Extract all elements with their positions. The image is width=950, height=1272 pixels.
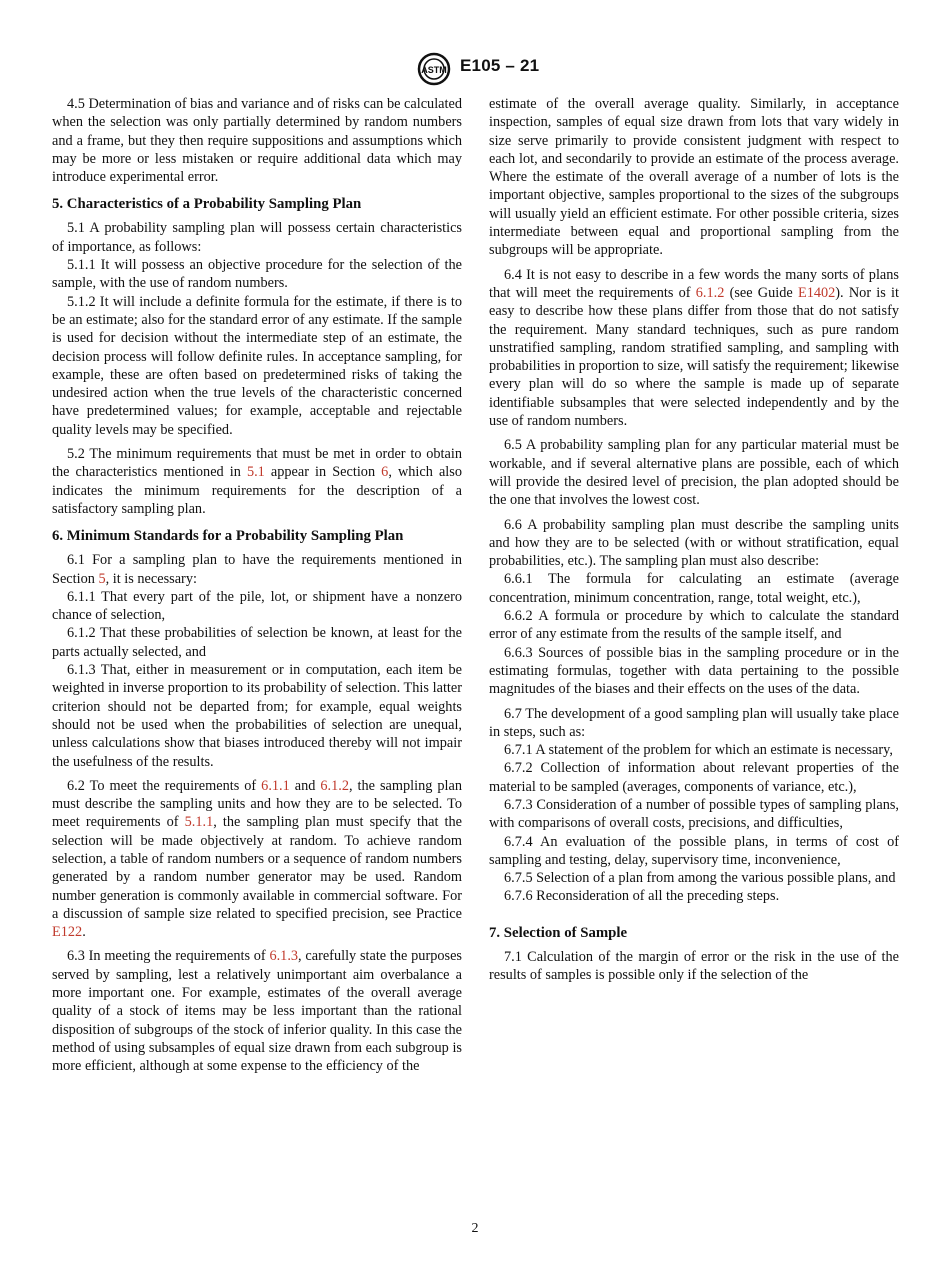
paragraph-6-4: 6.4 It is not easy to describe in a few words the many sorts of plans that will meet the requirements of 6.1.2 (see Guide E1402). Nor is it easy to describe how these plans differ from those that do not satisfy the requirement. Many standard techniques, such as pure random unstratified sampling, random stratified sampling, and sampling with probabilities in proportion to size, will satisfy the requirement; likewise every plan will do so where the sample is made up of separate identifiable subsamples that were selected independently and by the use of random numbers. — [489, 266, 899, 430]
paragraph-6-7-2: 6.7.2 Collection of information about relevant properties of the material to be sampled (averages, components of variance, etc.), — [489, 760, 899, 795]
paragraph-6-1-1: 6.1.1 That every part of the pile, lot, or shipment have a nonzero chance of selection, — [52, 588, 462, 624]
section-7-heading: 7. Selection of Sample — [489, 924, 628, 941]
paragraph-6-6-3: 6.6.3 Sources of possible bias in the sampling procedure or in the estimating formulas, together with data pertaining to the possible magnitudes of the biases and their effects on the uses of the data. — [489, 644, 899, 698]
svg-text:ASTM: ASTM — [421, 65, 447, 75]
paragraph-4-5: 4.5 Determination of bias and variance and of risks can be calculated when the selection was only partially determined by random numbers and a frame, but they then require suppositions and assumptions which may be more or less mistaken or require additional data which may introduce experimental error. — [52, 96, 462, 186]
link-5-1-1[interactable]: 5.1.1 — [184, 814, 214, 831]
link-section-6[interactable]: 6 — [381, 464, 389, 481]
astm-logo-icon — [414, 52, 454, 86]
link-6-1-1[interactable]: 6.1.1 — [261, 777, 290, 794]
link-section-5[interactable]: 5 — [98, 570, 106, 587]
section-6-heading: 6. Minimum Standards for a Probability Sampling Plan — [52, 528, 404, 545]
paragraph-5-1-1: 5.1.1 It will possess an objective procedure for the selection of the sample, with the use of random numbers. — [52, 257, 462, 292]
paragraph-6-3: 6.3 In meeting the requirements of 6.1.3, carefully state the purposes served by sampling, lest a relatively unimportant aim overbalance a more important one. For example, estimates of the overall average quality of a stock of items may be less important than the rational disposition of subgroups of the stock of inferior quality. In this case the method of using subsamples of equal size drawn from each subgroup is more efficient, although at some expense to the efficiency of the — [52, 948, 462, 1075]
paragraph-6-6-2: 6.6.2 A formula or procedure by which to calculate the standard error of any estimate from the results of the sample itself, and — [489, 608, 899, 643]
link-6-1-3[interactable]: 6.1.3 — [269, 948, 299, 965]
link-e1402[interactable]: E1402 — [797, 284, 836, 301]
page-header — [0, 52, 950, 88]
link-6-1-2-b[interactable]: 6.1.2 — [695, 284, 725, 301]
link-e122[interactable]: E122 — [52, 924, 83, 941]
paragraph-5-1-2: 5.1.2 It will include a definite formula for the estimate, if there is to be an estimate; also for the standard error of any estimate. If the sample is used for decision without the intermediate step of an estimate, the decision process will follow definite rules. In acceptance sampling, for example, these are often based on predetermined risks of taking the undesired action when the true levels of the characteristic concerned have predetermined values; for example, acceptable and rejectable quality levels may be specified. — [52, 293, 462, 438]
paragraph-6-7-3: 6.7.3 Consideration of a number of possible types of sampling plans, with comparisons of overall costs, precisions, and difficulties, — [489, 796, 899, 832]
right-column — [489, 95, 899, 984]
paragraph-7-1: 7.1 Calculation of the margin of error or the risk in the use of the results of samples is possible only if the selection of the — [489, 948, 899, 984]
paragraph-6-7-6: 6.7.6 Reconsideration of all the preceding steps. — [504, 888, 780, 905]
paragraph-6-5: 6.5 A probability sampling plan for any particular material must be workable, and if several alternative plans are possible, each of which will provide the desired level of precision, the plan adopted should be the one that involves the lowest cost. — [489, 437, 899, 509]
left-column — [52, 95, 462, 1076]
paragraph-6-3-continued: estimate of the overall average quality. Similarly, in acceptance inspection, samples of equal size drawn from lots that vary widely in size serve primarily to provide consistent judgment with respect to each lot, and secondarily to provide an estimate of the process average. Where the estimate of the overall average of a number of lots is the important objective, samples proportional to the sizes of the subgroups will usually yield an efficient estimate. For other possible criteria, sizes intermediate between equal and proportional sampling from the subgroups will be appropriate. — [489, 96, 899, 259]
paragraph-6-7: 6.7 The development of a good sampling plan will usually take place in steps, such as: — [489, 705, 899, 740]
paragraph-5-2: 5.2 The minimum requirements that must be met in order to obtain the characteristics mentioned in 5.1 appear in Section 6, which also indicates the minimum requirements for the description of a satisfactory sampling plan. — [52, 446, 462, 517]
page-number: 2 — [471, 1221, 479, 1236]
link-6-1-2[interactable]: 6.1.2 — [320, 777, 349, 794]
paragraph-6-7-5: 6.7.5 Selection of a plan from among the various possible plans, and — [504, 870, 896, 887]
paragraph-6-6-1: 6.6.1 The formula for calculating an estimate (average concentration, minimum concentration, range, total weight, etc.), — [489, 571, 899, 606]
paragraph-6-7-1: 6.7.1 A statement of the problem for which an estimate is necessary, — [504, 742, 893, 759]
standard-designation: E105 – 21 — [460, 56, 540, 75]
paragraph-6-7-4: 6.7.4 An evaluation of the possible plans, in terms of cost of sampling and testing, delay, supervisory time, inconvenience, — [489, 833, 899, 868]
section-5-heading: 5. Characteristics of a Probability Sampling Plan — [52, 196, 362, 213]
paragraph-6-1-3: 6.1.3 That, either in measurement or in computation, each item be weighted in inverse proportion to its probability of selection. This latter criterion should not be departed from; for example, equal weights should not be used when the probabilities of selection are unequal, unless calculations show that biases introduced thereby will not impair the usefulness of the results. — [52, 662, 462, 770]
paragraph-6-1-2: 6.1.2 That these probabilities of selection be known, at least for the parts actually selected, and — [52, 625, 462, 660]
paragraph-6-2: 6.2 To meet the requirements of 6.1.1 and 6.1.2, the sampling plan must describe the sampling units and how they are to be selected. To meet requirements of 5.1.1, the sampling plan must specify that the selection will be made objectively at random. To achieve random selection, a table of random numbers or a sequence of random numbers generated by a random number generator may be used. Random number generation is commonly available in commercial software. For a discussion of sample size related to specified precision, see Practice E122. — [52, 777, 462, 941]
paragraph-6-1: 6.1 For a sampling plan to have the requirements mentioned in Section 5, it is necessary: — [52, 552, 462, 587]
paragraph-6-6: 6.6 A probability sampling plan must describe the sampling units and how they are to be selected (with or without stratification, equal probabilities, etc.). The sampling plan must also describe: — [489, 516, 899, 570]
link-5-1[interactable]: 5.1 — [246, 464, 265, 481]
paragraph-5-1: 5.1 A probability sampling plan will possess certain characteristics of importance, as follows: — [52, 220, 462, 255]
